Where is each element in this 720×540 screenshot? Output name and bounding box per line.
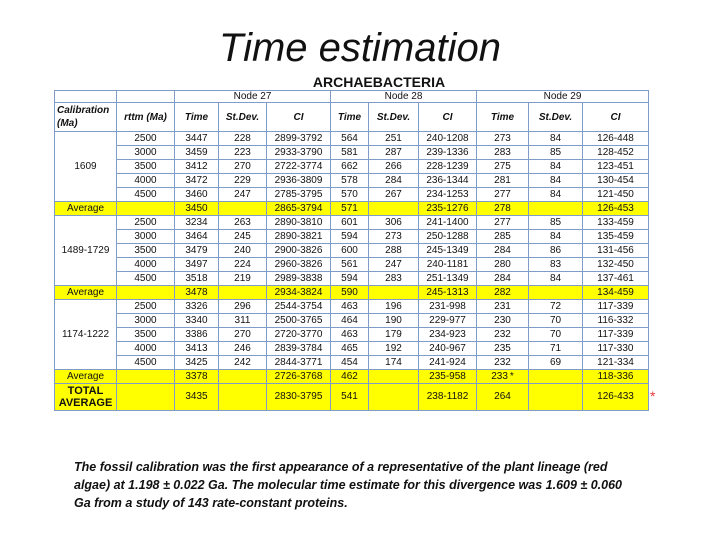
table-cell: 280 <box>477 258 529 272</box>
table-cell: 251-1349 <box>419 272 477 286</box>
table-title: ARCHAEBACTERIA <box>312 74 446 90</box>
table-cell: 463 <box>331 300 369 314</box>
table-cell: 311 <box>219 314 267 328</box>
table-cell: 273 <box>369 230 419 244</box>
table-cell: 283 <box>477 146 529 160</box>
table-cell: 250-1288 <box>419 230 477 244</box>
table-cell: 219 <box>219 272 267 286</box>
table-cell: 240-1181 <box>419 258 477 272</box>
average-cell <box>331 286 369 300</box>
average-row <box>55 202 649 216</box>
average-value: 126-453 <box>597 203 634 214</box>
table-cell: 4000 <box>117 342 175 356</box>
average-value: 590 <box>341 287 358 298</box>
average-value: 278 <box>494 203 511 214</box>
average-cell <box>419 370 477 384</box>
table-cell: 224 <box>219 258 267 272</box>
average-cell <box>331 202 369 216</box>
slide-title: Time estimation <box>219 26 501 70</box>
table-cell: 3497 <box>175 258 219 272</box>
table-cell: 241-1400 <box>419 216 477 230</box>
total-cell <box>117 384 175 411</box>
table-cell: 4500 <box>117 356 175 370</box>
average-value: 462 <box>341 371 358 382</box>
table-cell: 130-454 <box>583 174 649 188</box>
total-cell: 264 <box>477 384 529 411</box>
table-cell: 84 <box>529 272 583 286</box>
table-cell: 4000 <box>117 258 175 272</box>
table-cell: 463 <box>331 328 369 342</box>
table-row <box>55 328 649 342</box>
average-cell <box>529 286 583 300</box>
table-cell: 270 <box>219 328 267 342</box>
table-cell: 86 <box>529 244 583 258</box>
average-cell <box>529 370 583 384</box>
table-cell: 135-459 <box>583 230 649 244</box>
table-cell: 3464 <box>175 230 219 244</box>
average-cell <box>583 370 649 384</box>
total-average-row <box>55 384 649 411</box>
table-cell: 284 <box>477 244 529 258</box>
table-cell: 3000 <box>117 314 175 328</box>
average-cell <box>175 286 219 300</box>
table-row <box>55 314 649 328</box>
table-cell: 2890-3810 <box>267 216 331 230</box>
table-row <box>55 244 649 258</box>
average-cell <box>477 202 529 216</box>
table-cell: 3000 <box>117 230 175 244</box>
results-table <box>54 90 649 411</box>
table-cell: 123-451 <box>583 160 649 174</box>
table-cell: 239-1336 <box>419 146 477 160</box>
table-cell: 3479 <box>175 244 219 258</box>
average-value: 134-459 <box>597 287 634 298</box>
average-cell <box>267 286 331 300</box>
table-cell: 465 <box>331 342 369 356</box>
node-header: Node 27 <box>175 91 331 103</box>
total-average-label: TOTAL AVERAGE <box>55 384 117 411</box>
average-value: 3478 <box>185 287 208 298</box>
table-cell: 2936-3809 <box>267 174 331 188</box>
average-cell <box>175 370 219 384</box>
table-cell: 231-998 <box>419 300 477 314</box>
table-cell: 561 <box>331 258 369 272</box>
average-cell <box>369 202 419 216</box>
total-cell: 126-433 <box>583 384 649 411</box>
col-rttm: rttm (Ma) <box>117 103 175 132</box>
col-stdev: St.Dev. <box>369 103 419 132</box>
table-cell: 133-459 <box>583 216 649 230</box>
average-value: 2726-3768 <box>274 371 323 382</box>
table-cell: 137-461 <box>583 272 649 286</box>
table-cell: 228 <box>219 132 267 146</box>
average-cell <box>529 202 583 216</box>
table-cell: 3412 <box>175 160 219 174</box>
table-cell: 454 <box>331 356 369 370</box>
col-calibration: Calibration (Ma) <box>55 103 117 132</box>
table-cell: 85 <box>529 216 583 230</box>
table-cell: 84 <box>529 188 583 202</box>
average-label: Average <box>55 202 117 216</box>
average-value: 2934-3824 <box>274 287 323 298</box>
table-cell: 594 <box>331 272 369 286</box>
table-cell: 229 <box>219 174 267 188</box>
table-row <box>55 146 649 160</box>
table-cell: 126-448 <box>583 132 649 146</box>
node-header: Node 29 <box>477 91 649 103</box>
average-value: 2865-3794 <box>274 203 323 214</box>
table-cell: 192 <box>369 342 419 356</box>
col-stdev: St.Dev. <box>219 103 267 132</box>
table-cell: 83 <box>529 258 583 272</box>
total-cell: 3435 <box>175 384 219 411</box>
table-cell: 2900-3826 <box>267 244 331 258</box>
table-cell: 283 <box>369 272 419 286</box>
table-cell: 3000 <box>117 146 175 160</box>
calibration-label: 1174-1222 <box>55 300 117 370</box>
table-cell: 196 <box>369 300 419 314</box>
table-cell: 84 <box>529 132 583 146</box>
average-value: 571 <box>341 203 358 214</box>
table-cell: 69 <box>529 356 583 370</box>
average-cell <box>219 286 267 300</box>
table-cell: 3459 <box>175 146 219 160</box>
node-header-blank <box>55 91 117 103</box>
average-cell <box>267 202 331 216</box>
table-cell: 70 <box>529 314 583 328</box>
table-cell: 2839-3784 <box>267 342 331 356</box>
table-cell: 267 <box>369 188 419 202</box>
average-cell <box>419 202 477 216</box>
table-cell: 2960-3826 <box>267 258 331 272</box>
table-cell: 564 <box>331 132 369 146</box>
average-label: Average <box>55 286 117 300</box>
table-row <box>55 132 649 146</box>
table-row <box>55 258 649 272</box>
table-cell: 230 <box>477 314 529 328</box>
table-cell: 231 <box>477 300 529 314</box>
table-cell: 277 <box>477 188 529 202</box>
table-cell: 84 <box>529 174 583 188</box>
table-cell: 296 <box>219 300 267 314</box>
table-cell: 2500 <box>117 216 175 230</box>
table-cell: 179 <box>369 328 419 342</box>
table-cell: 232 <box>477 356 529 370</box>
side-asterisk: * <box>650 388 656 404</box>
table-body <box>55 132 649 411</box>
table-cell: 306 <box>369 216 419 230</box>
table-cell: 263 <box>219 216 267 230</box>
average-cell <box>175 202 219 216</box>
table-cell: 2899-3792 <box>267 132 331 146</box>
table-cell: 601 <box>331 216 369 230</box>
table-cell: 70 <box>529 328 583 342</box>
table-cell: 581 <box>331 146 369 160</box>
table-cell: 251 <box>369 132 419 146</box>
table-cell: 662 <box>331 160 369 174</box>
total-cell: 541 <box>331 384 369 411</box>
table-cell: 246 <box>219 342 267 356</box>
column-header-row <box>55 103 649 132</box>
table-cell: 242 <box>219 356 267 370</box>
average-value: 3378 <box>185 371 208 382</box>
col-ci: CI <box>583 103 649 132</box>
table-cell: 84 <box>529 160 583 174</box>
table-cell: 277 <box>477 216 529 230</box>
table-cell: 228-1239 <box>419 160 477 174</box>
table-cell: 570 <box>331 188 369 202</box>
table-cell: 3500 <box>117 160 175 174</box>
table-cell: 235 <box>477 342 529 356</box>
table-cell: 288 <box>369 244 419 258</box>
average-cell <box>583 286 649 300</box>
table-cell: 4500 <box>117 272 175 286</box>
table-cell: 232 <box>477 328 529 342</box>
table-cell: 247 <box>369 258 419 272</box>
table-row <box>55 230 649 244</box>
table-cell: 234-1253 <box>419 188 477 202</box>
average-cell <box>477 286 529 300</box>
col-time: Time <box>331 103 369 132</box>
table-cell: 71 <box>529 342 583 356</box>
table-cell: 2720-3770 <box>267 328 331 342</box>
table-cell: 3425 <box>175 356 219 370</box>
table-row <box>55 188 649 202</box>
col-ci: CI <box>267 103 331 132</box>
table-cell: 2989-3838 <box>267 272 331 286</box>
table-cell: 4000 <box>117 174 175 188</box>
table-cell: 2785-3795 <box>267 188 331 202</box>
table-cell: 116-332 <box>583 314 649 328</box>
average-value: 245-1313 <box>426 287 469 298</box>
average-cell <box>419 286 477 300</box>
table-cell: 2544-3754 <box>267 300 331 314</box>
star-mark: * <box>509 371 514 382</box>
average-cell <box>117 370 175 384</box>
table-cell: 266 <box>369 160 419 174</box>
table-cell: 3413 <box>175 342 219 356</box>
table-cell: 84 <box>529 230 583 244</box>
average-cell <box>267 370 331 384</box>
results-table-container <box>54 74 648 411</box>
table-cell: 273 <box>477 132 529 146</box>
table-cell: 132-450 <box>583 258 649 272</box>
average-cell <box>117 202 175 216</box>
table-cell: 3340 <box>175 314 219 328</box>
table-cell: 3326 <box>175 300 219 314</box>
table-row <box>55 356 649 370</box>
average-row <box>55 370 649 384</box>
table-cell: 131-456 <box>583 244 649 258</box>
average-value: 233 <box>491 371 508 382</box>
table-cell: 284 <box>369 174 419 188</box>
table-cell: 223 <box>219 146 267 160</box>
table-cell: 3234 <box>175 216 219 230</box>
table-row <box>55 160 649 174</box>
caption-text: The fossil calibration was the first appearance of a representative of the plant lineage (red algae) at 1.198 ± 0.022 Ga. The molecular time estimate for this divergence was 1.609 ± 0.060 Ga from a study of 143 rate-constant proteins. <box>74 460 623 510</box>
table-row <box>55 342 649 356</box>
table-cell: 117-339 <box>583 300 649 314</box>
total-cell: 2830-3795 <box>267 384 331 411</box>
average-cell <box>583 202 649 216</box>
table-row <box>55 300 649 314</box>
average-cell <box>331 370 369 384</box>
table-cell: 174 <box>369 356 419 370</box>
table-cell: 3500 <box>117 244 175 258</box>
average-value: 3450 <box>185 203 208 214</box>
average-value: 118-336 <box>597 371 634 382</box>
table-cell: 241-924 <box>419 356 477 370</box>
table-cell: 4500 <box>117 188 175 202</box>
calibration-label: 1489-1729 <box>55 216 117 286</box>
total-cell: 238-1182 <box>419 384 477 411</box>
average-value: 235-1276 <box>426 203 469 214</box>
node-header-blank <box>117 91 175 103</box>
average-label: Average <box>55 370 117 384</box>
total-cell <box>369 384 419 411</box>
average-cell <box>219 202 267 216</box>
table-cell: 128-452 <box>583 146 649 160</box>
table-cell: 3518 <box>175 272 219 286</box>
table-cell: 85 <box>529 146 583 160</box>
table-cell: 236-1344 <box>419 174 477 188</box>
table-cell: 245-1349 <box>419 244 477 258</box>
col-ci: CI <box>419 103 477 132</box>
table-cell: 464 <box>331 314 369 328</box>
average-cell <box>219 370 267 384</box>
table-cell: 285 <box>477 230 529 244</box>
table-row <box>55 272 649 286</box>
table-cell: 2844-3771 <box>267 356 331 370</box>
table-cell: 3447 <box>175 132 219 146</box>
table-row <box>55 216 649 230</box>
table-cell: 121-450 <box>583 188 649 202</box>
calibration-label: 1609 <box>55 132 117 202</box>
table-cell: 229-977 <box>419 314 477 328</box>
table-cell: 2890-3821 <box>267 230 331 244</box>
col-time: Time <box>477 103 529 132</box>
table-cell: 117-339 <box>583 328 649 342</box>
table-cell: 2500 <box>117 132 175 146</box>
average-cell <box>117 286 175 300</box>
table-cell: 2500 <box>117 300 175 314</box>
col-stdev: St.Dev. <box>529 103 583 132</box>
total-cell <box>529 384 583 411</box>
table-cell: 281 <box>477 174 529 188</box>
total-cell <box>219 384 267 411</box>
average-value: 235-958 <box>429 371 466 382</box>
table-cell: 234-923 <box>419 328 477 342</box>
table-row <box>55 174 649 188</box>
table-cell: 3386 <box>175 328 219 342</box>
average-cell <box>369 370 419 384</box>
table-cell: 240-967 <box>419 342 477 356</box>
average-cell <box>369 286 419 300</box>
table-cell: 247 <box>219 188 267 202</box>
table-cell: 275 <box>477 160 529 174</box>
table-cell: 3472 <box>175 174 219 188</box>
node-header: Node 28 <box>331 91 477 103</box>
table-cell: 284 <box>477 272 529 286</box>
table-cell: 3500 <box>117 328 175 342</box>
table-cell: 600 <box>331 244 369 258</box>
table-cell: 578 <box>331 174 369 188</box>
average-row <box>55 286 649 300</box>
table-cell: 2500-3765 <box>267 314 331 328</box>
node-header-row <box>55 91 649 103</box>
table-cell: 594 <box>331 230 369 244</box>
table-cell: 2933-3790 <box>267 146 331 160</box>
table-cell: 117-330 <box>583 342 649 356</box>
table-cell: 121-334 <box>583 356 649 370</box>
table-cell: 72 <box>529 300 583 314</box>
table-cell: 3460 <box>175 188 219 202</box>
table-cell: 287 <box>369 146 419 160</box>
table-cell: 240-1208 <box>419 132 477 146</box>
table-cell: 2722-3774 <box>267 160 331 174</box>
average-value: 282 <box>494 287 511 298</box>
table-cell: 245 <box>219 230 267 244</box>
table-cell: 190 <box>369 314 419 328</box>
table-cell: 240 <box>219 244 267 258</box>
table-cell: 270 <box>219 160 267 174</box>
col-time: Time <box>175 103 219 132</box>
average-cell <box>477 370 529 384</box>
